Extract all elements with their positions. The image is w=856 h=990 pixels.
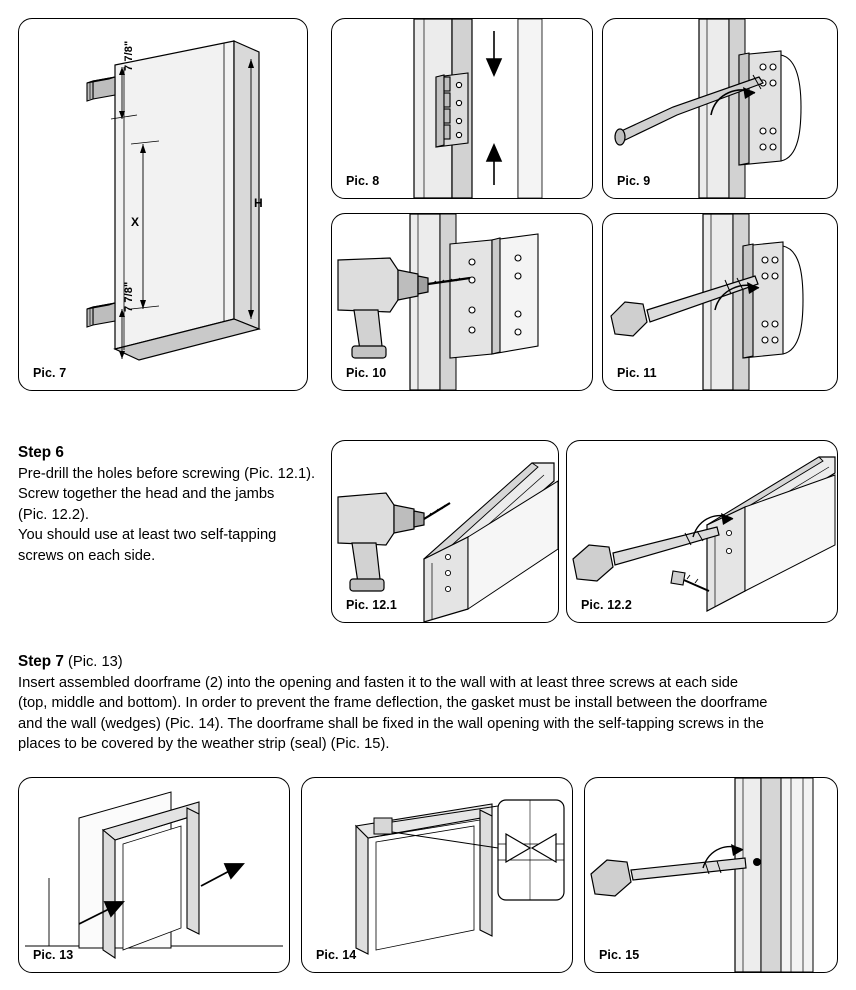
figure-pic121 — [331, 440, 559, 623]
step6-line-2: (Pic. 12.2). — [18, 506, 90, 523]
pic9-drawing — [603, 19, 837, 198]
step6-line-4: screws on each side. — [18, 547, 156, 564]
figure-pic13 — [18, 777, 290, 973]
step7-line-2: and the wall (wedges) (Pic. 14). The doorframe shall be fixed in the wall opening with the self-tapping screws in the — [18, 715, 764, 732]
pic13-caption: Pic. 13 — [33, 948, 74, 962]
step6-line-0: Pre-drill the holes before screwing (Pic. 12.1). — [18, 465, 316, 482]
step7-heading-row — [18, 652, 840, 673]
pic8-caption: Pic. 8 — [346, 174, 380, 188]
pic15-caption: Pic. 15 — [599, 948, 640, 962]
pic11-drawing — [603, 214, 837, 390]
step6-line-1: Screw together the head and the jambs — [18, 486, 275, 502]
pic11-caption: Pic. 11 — [617, 366, 657, 380]
step7-heading: Step 7 — [18, 653, 64, 670]
pic122-caption: Pic. 12.2 — [581, 598, 632, 612]
pic7-dim-top: 7 7/8" — [123, 40, 135, 71]
pic15-drawing — [585, 778, 837, 972]
pic10-caption: Pic. 10 — [346, 366, 387, 380]
pic7-dim-height: H — [254, 196, 263, 210]
pic10-drawing — [332, 214, 592, 390]
figure-pic11 — [602, 213, 838, 391]
pic14-drawing — [302, 778, 572, 972]
pic121-caption: Pic. 12.1 — [346, 598, 397, 612]
step7-text — [18, 652, 840, 755]
pic7-caption: Pic. 7 — [33, 366, 67, 380]
figure-pic15 — [584, 777, 838, 973]
figure-pic122 — [566, 440, 838, 623]
step7-line-0: Insert assembled doorframe (2) into the opening and fasten it to the wall with at least three screws at each side — [18, 674, 739, 691]
step6-line-3: You should use at least two self-tapping — [18, 527, 277, 543]
step7-heading-suffix: (Pic. 13) — [68, 654, 123, 670]
pic7-dim-middle: X — [131, 215, 140, 229]
pic7-drawing — [19, 19, 307, 390]
step7-line-1: (top, middle and bottom). In order to prevent the frame deflection, the gasket must be install between the doorframe — [18, 695, 768, 711]
figure-pic7 — [18, 18, 308, 391]
pic7-dim-bottom: 7 7/8" — [123, 281, 135, 312]
pic9-caption: Pic. 9 — [617, 174, 651, 188]
step6-heading: Step 6 — [18, 444, 64, 461]
pic14-caption: Pic. 14 — [316, 948, 357, 962]
pic8-drawing — [332, 19, 592, 198]
pic13-drawing — [19, 778, 289, 972]
figure-pic8 — [331, 18, 593, 199]
pic121-drawing — [332, 441, 558, 622]
step6-text — [18, 443, 318, 566]
figure-pic10 — [331, 213, 593, 391]
figure-pic9 — [602, 18, 838, 199]
pic122-drawing — [567, 441, 837, 622]
figure-pic14 — [301, 777, 573, 973]
step7-line-3: places to be covered by the weather strip (seal) (Pic. 15). — [18, 736, 390, 752]
